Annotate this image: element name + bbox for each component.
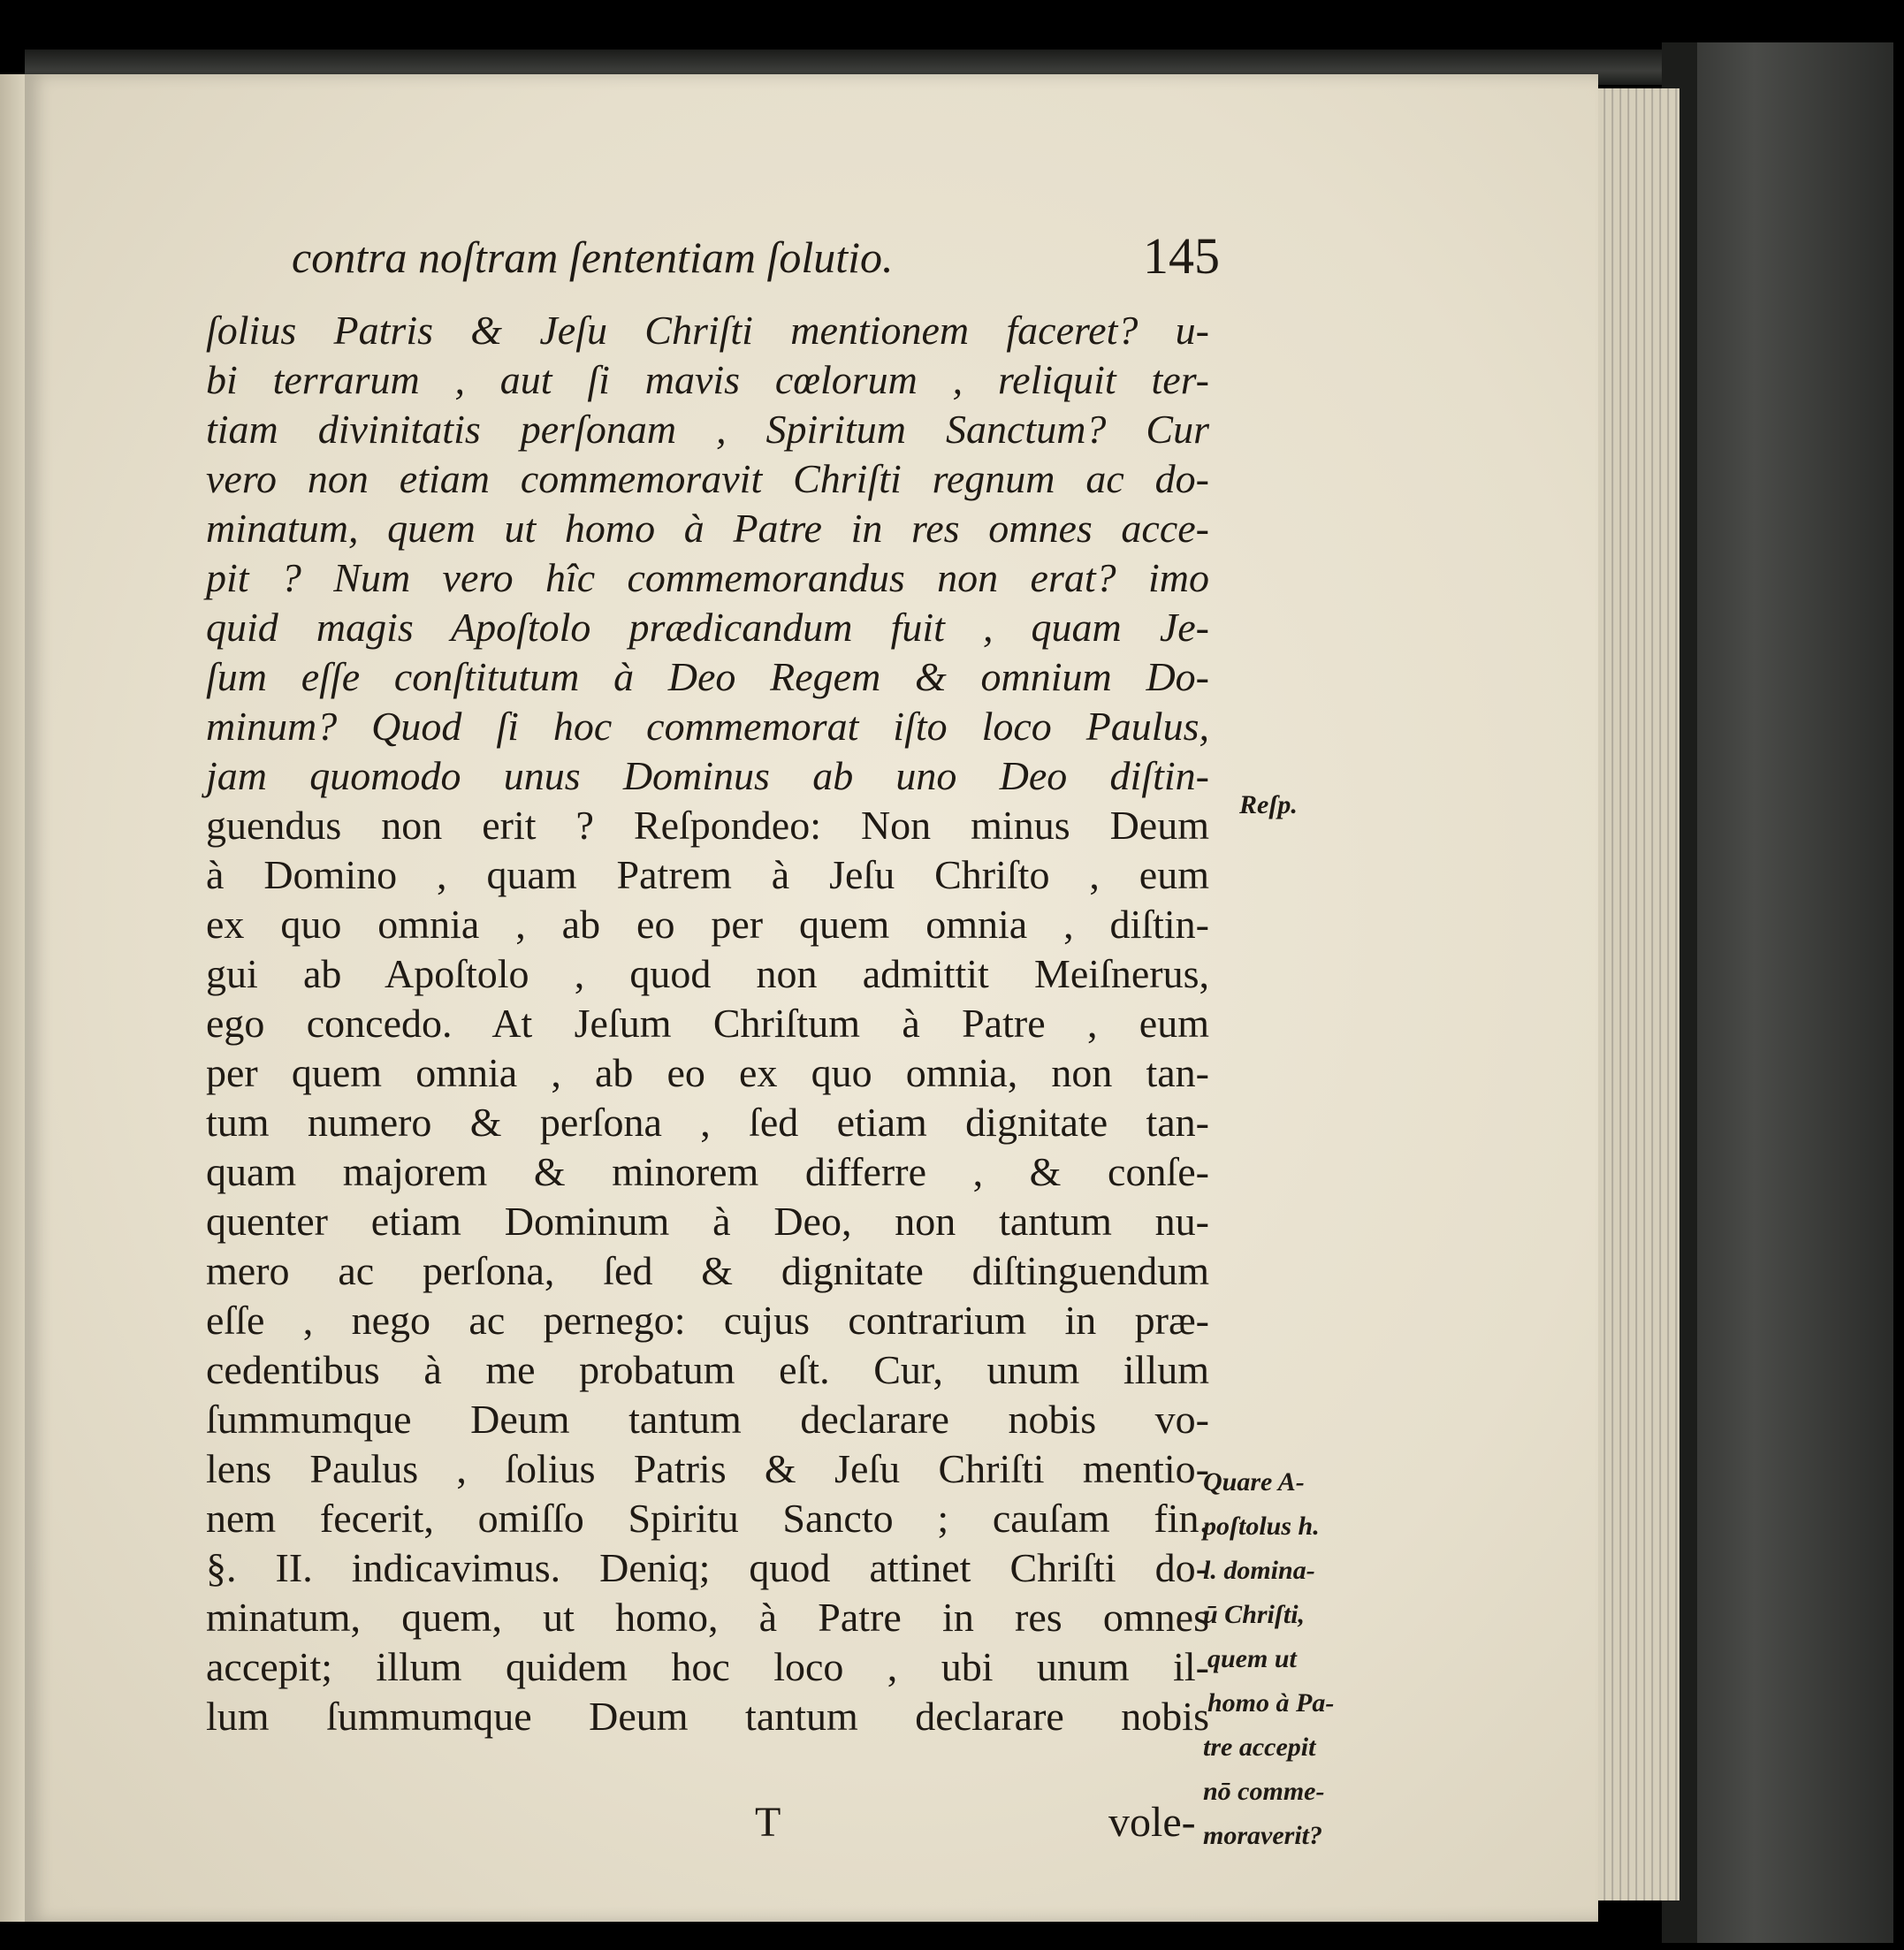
text-line: minatum, quem ut homo à Patre in res omnes acce- (206, 506, 1209, 551)
signature-mark: T (755, 1799, 781, 1846)
margin-note-line: moraverit? (1203, 1821, 1322, 1850)
margin-note-line: ū Chriſti, (1203, 1600, 1306, 1629)
text-line: mero ac perſona, ſed & dignitate diſtinguendum (206, 1248, 1209, 1293)
text-line: minum? Quod ſi hoc commemorat iſto loco Paulus, (206, 704, 1209, 749)
page-header (292, 227, 1220, 285)
text-line: cedentibus à me probatum eſt. Cur, unum illum (206, 1347, 1209, 1392)
margin-note-line: quem ut (1207, 1644, 1297, 1673)
text-line: §. II. indicavimus. Deniq; quod attinet Chriſti do- (206, 1545, 1209, 1590)
text-line: minatum, quem, ut homo, à Patre in res omnes (206, 1595, 1209, 1640)
text-line: tum numero & perſona , ſed etiam dignitate tan- (206, 1100, 1209, 1145)
text-line: quenter etiam Dominum à Deo, non tantum nu- (206, 1199, 1209, 1244)
text-line: à Domino , quam Patrem à Jeſu Chriſto , eum (206, 852, 1209, 897)
text-line: pit ? Num vero hîc commemorandus non erat? imo (206, 555, 1209, 600)
text-line: bi terrarum , aut ſi mavis cœlorum , reliquit ter- (206, 357, 1209, 402)
text-line: eſſe , nego ac pernego: cujus contrarium in præ- (206, 1298, 1209, 1343)
margin-note-line: homo à Pa- (1207, 1688, 1335, 1718)
text-line: guendus non erit ? Reſpondeo: Non minus Deum (206, 803, 1209, 848)
margin-note-line: l. domina- (1203, 1556, 1315, 1585)
page-number: 145 (1143, 227, 1220, 285)
text-line: nem fecerit, omiſſo Spiritu Sancto ; cauſam fin. (206, 1496, 1209, 1541)
text-line: ſolius Patris & Jeſu Chriſti mentionem faceret? u- (206, 308, 1209, 353)
margin-note-line: poſtolus h. (1203, 1512, 1320, 1541)
book-page (25, 74, 1598, 1922)
text-line: quam majorem & minorem differre , & conſe- (206, 1149, 1209, 1194)
text-line: ego concedo. At Jeſum Chriſtum à Patre , eum (206, 1001, 1209, 1046)
text-line: quid magis Apoſtolo prædicandum fuit , quam Je- (206, 605, 1209, 650)
text-line: ſum eſſe conſtitutum à Deo Regem & omnium Do- (206, 654, 1209, 699)
text-line: tiam divinitatis perſonam , Spiritum Sanctum? Cur (206, 407, 1209, 452)
text-line: lum ſummumque Deum tantum declarare nobis (206, 1694, 1209, 1739)
text-line: accepit; illum quidem hoc loco , ubi unum il- (206, 1644, 1209, 1689)
margin-note-line: tre accepit (1203, 1733, 1316, 1762)
margin-note-line: nō comme- (1203, 1777, 1325, 1806)
text-line: per quem omnia , ab eo ex quo omnia, non tan- (206, 1050, 1209, 1095)
margin-note-resp: Reſp. (1239, 790, 1298, 819)
text-line: jam quomodo unus Dominus ab uno Deo diſtin- (206, 753, 1209, 798)
text-line: ſummumque Deum tantum declarare nobis vo- (206, 1397, 1209, 1442)
catchword: vole- (1108, 1799, 1196, 1846)
text-line: gui ab Apoſtolo , quod non admittit Meiſnerus, (206, 951, 1209, 996)
text-line: vero non etiam commemoravit Chriſti regnum ac do- (206, 456, 1209, 501)
text-line: ex quo omnia , ab eo per quem omnia , diſtin- (206, 902, 1209, 947)
left-facing-page-edge (0, 74, 25, 1922)
running-head: contra noſtram ſententiam ſolutio. (292, 232, 894, 282)
margin-note-line: Quare A- (1203, 1467, 1305, 1497)
text-line: lens Paulus , ſolius Patris & Jeſu Chriſti mentio- (206, 1446, 1209, 1491)
